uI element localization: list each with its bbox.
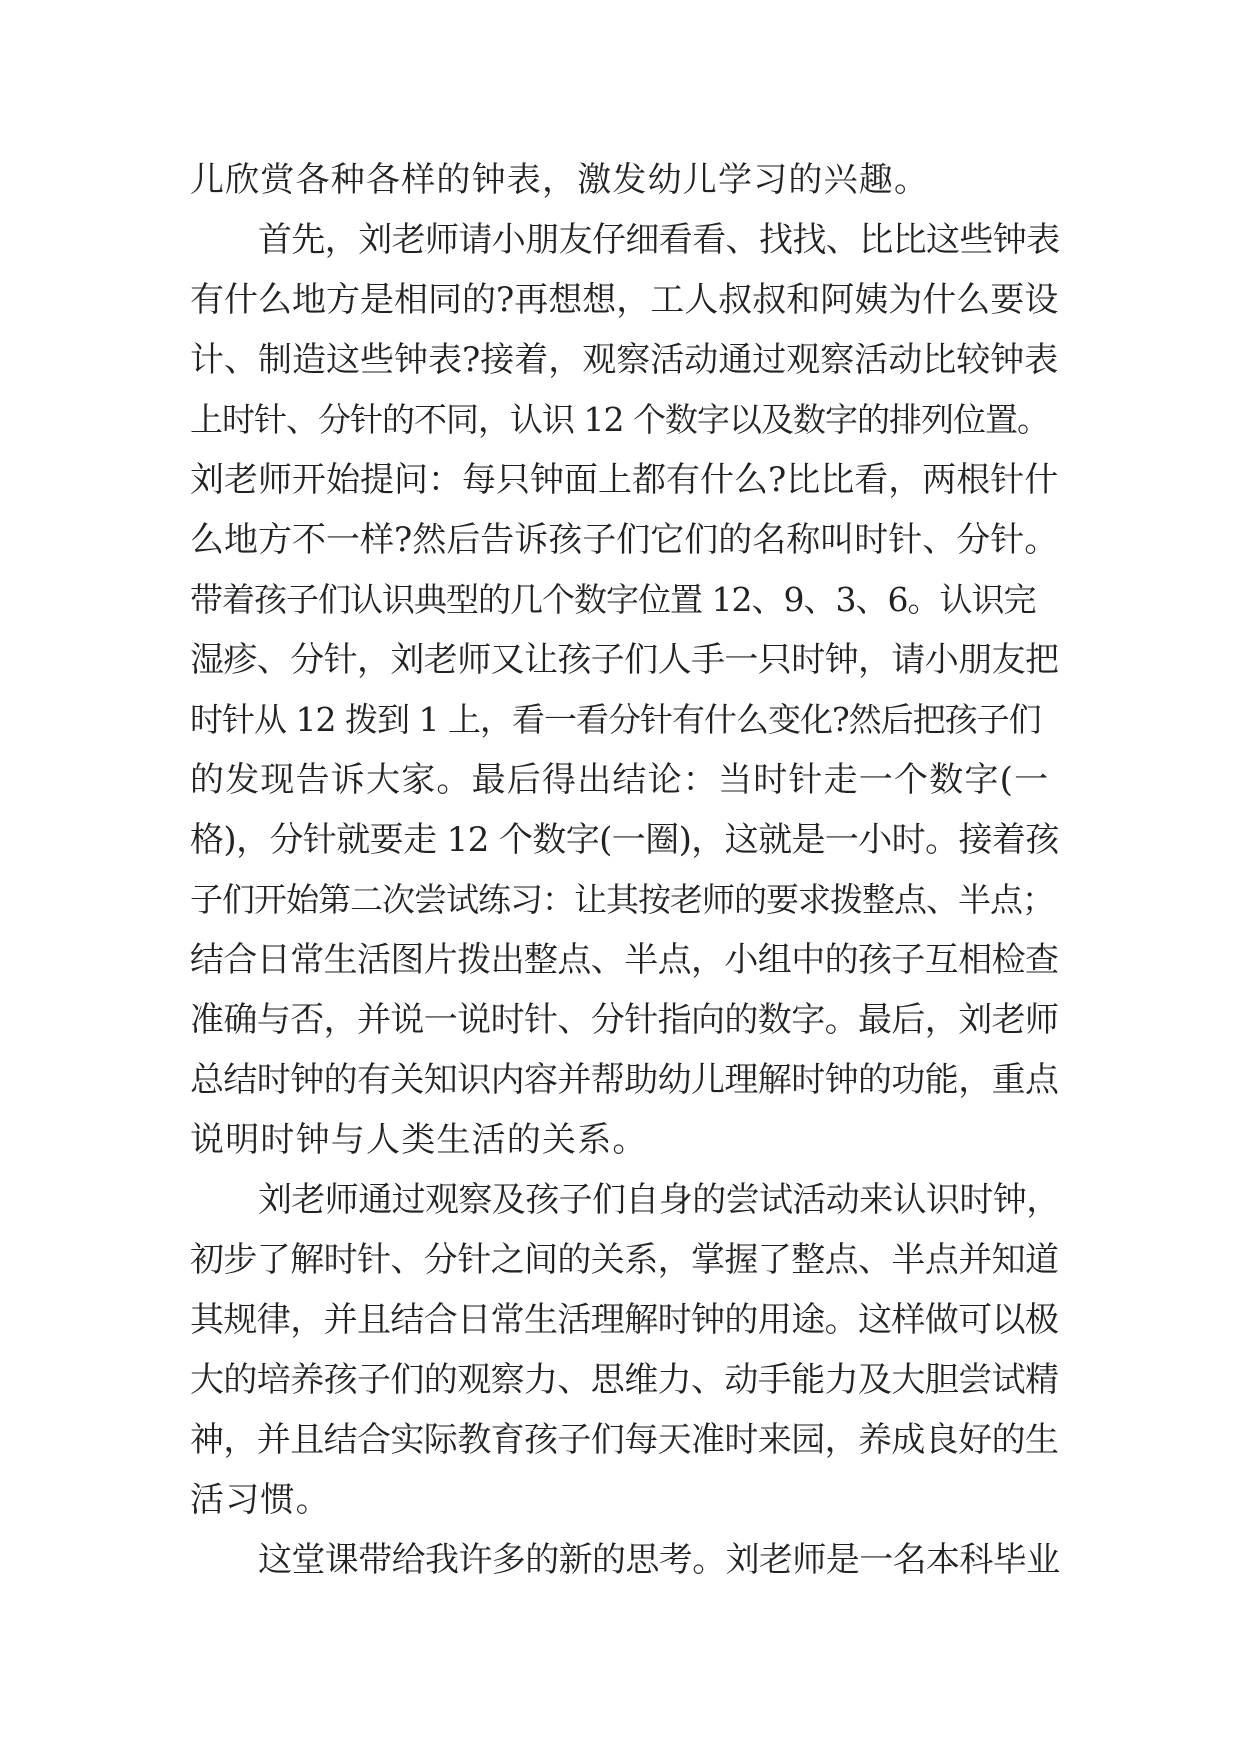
- text-line: 结合日常生活图片拨出整点、半点，小组中的孩子互相检查: [190, 940, 1059, 980]
- text-line: 格)，分针就要走 12 个数字(一圈)，这就是一小时。接着孩: [190, 820, 1059, 860]
- text-line: 上时针、分针的不同，认识 12 个数字以及数字的排列位置。: [190, 400, 1049, 439]
- text-line: 说明时钟与人类生活的关系。: [190, 1120, 648, 1160]
- text-line: 有什么地方是相同的?再想想，工人叔叔和阿姨为什么要设: [190, 280, 1059, 320]
- text-line: 儿欣赏各种各样的钟表，激发幼儿学习的兴趣。: [190, 160, 930, 200]
- paragraph-start-line: 首先，刘老师请小朋友仔细看看、找找、比比这些钟表: [258, 220, 1060, 260]
- text-line: 其规律，并且结合日常生活理解时钟的用途。这样做可以极: [190, 1300, 1059, 1340]
- text-line: 大的培养孩子们的观察力、思维力、动手能力及大胆尝试精: [190, 1360, 1059, 1400]
- text-line: 刘老师开始提问：每只钟面上都有什么?比比看，两根针什: [190, 460, 1059, 500]
- text-line: 准确与否，并说一说时针、分针指向的数字。最后，刘老师: [190, 1000, 1059, 1040]
- text-line: 初步了解时针、分针之间的关系，掌握了整点、半点并知道: [190, 1240, 1059, 1280]
- text-line: 湿疹、分针，刘老师又让孩子们人手一只时钟，请小朋友把: [190, 640, 1059, 680]
- text-line: 么地方不一样?然后告诉孩子们它们的名称叫时针、分针。: [190, 520, 1059, 560]
- text-line: 计、制造这些钟表?接着，观察活动通过观察活动比较钟表: [190, 340, 1059, 380]
- paragraph-start-line: 刘老师通过观察及孩子们自身的尝试活动来认识时钟，: [258, 1180, 1060, 1220]
- text-line: 神，并且结合实际教育孩子们每天准时来园，养成良好的生: [190, 1420, 1059, 1460]
- text-line: 的发现告诉大家。最后得出结论：当时针走一个数字(一: [190, 760, 1050, 800]
- text-line: 带着孩子们认识典型的几个数字位置 12、9、3、6。认识完: [190, 580, 1036, 619]
- text-line: 总结时钟的有关知识内容并帮助幼儿理解时钟的功能，重点: [190, 1060, 1059, 1100]
- text-line: 子们开始第二次尝试练习：让其按老师的要求拨整点、半点；: [190, 880, 1054, 919]
- body-text: [190, 150, 1060, 1590]
- text-line: 活习惯。: [190, 1480, 331, 1520]
- paragraph-start-line: 这堂课带给我许多的新的思考。刘老师是一名本科毕业: [258, 1540, 1060, 1580]
- text-line: 时针从 12 拨到 1 上，看一看分针有什么变化?然后把孩子们: [190, 700, 1041, 739]
